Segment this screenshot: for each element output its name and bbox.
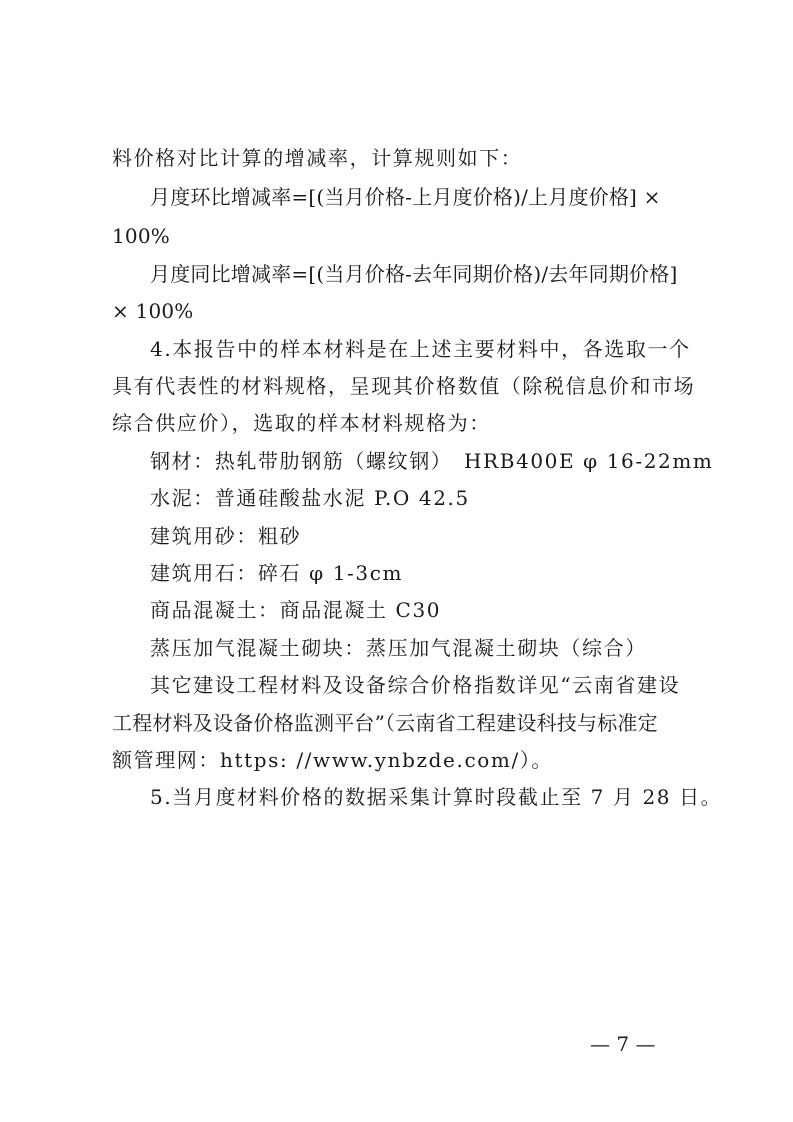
text-line: 额管理网：https: //www.ynbzde.com/）。	[112, 748, 553, 772]
text-line: × 100%	[112, 299, 194, 323]
text-line: 建筑用石：碎石 φ 1-3cm	[150, 561, 404, 585]
text-line: 水泥：普通硅酸盐水泥 P.O 42.5	[150, 486, 470, 510]
text-line: 具有代表性的材料规格，呈现其价格数值（除税信息价和市场	[112, 374, 696, 398]
text-line: 工程材料及设备价格监测平台”（云南省工程建设科技与标准定	[112, 711, 658, 735]
text-line: 料价格对比计算的增减率，计算规则如下：	[112, 146, 523, 170]
text-line: 100%	[112, 224, 170, 248]
page-number: — 7 —	[590, 1032, 656, 1056]
text-line: 建筑用砂：粗砂	[150, 524, 302, 548]
text-line: 5.当月度材料价格的数据采集计算时段截止至 7 月 28 日。	[150, 785, 723, 809]
text-line: 商品混凝土：商品混凝土 C30	[150, 598, 442, 622]
text-line: 钢材：热轧带肋钢筋（螺纹钢） HRB400E φ 16-22mm	[150, 449, 714, 473]
text-line: 综合供应价），选取的样本材料规格为：	[112, 411, 491, 435]
text-line: 蒸压加气混凝土砌块：蒸压加气混凝土砌块（综合）	[150, 636, 647, 660]
text-line: 其它建设工程材料及设备综合价格指数详见“云南省建设	[150, 673, 681, 697]
text-line: 月度环比增减率=[(当月价格-上月度价格)/上月度价格] ×	[150, 185, 661, 209]
text-line: 4.本报告中的样本材料是在上述主要材料中，各选取一个	[150, 337, 691, 361]
text-line: 月度同比增减率=[(当月价格-去年同期价格)/去年同期价格]	[150, 262, 678, 286]
